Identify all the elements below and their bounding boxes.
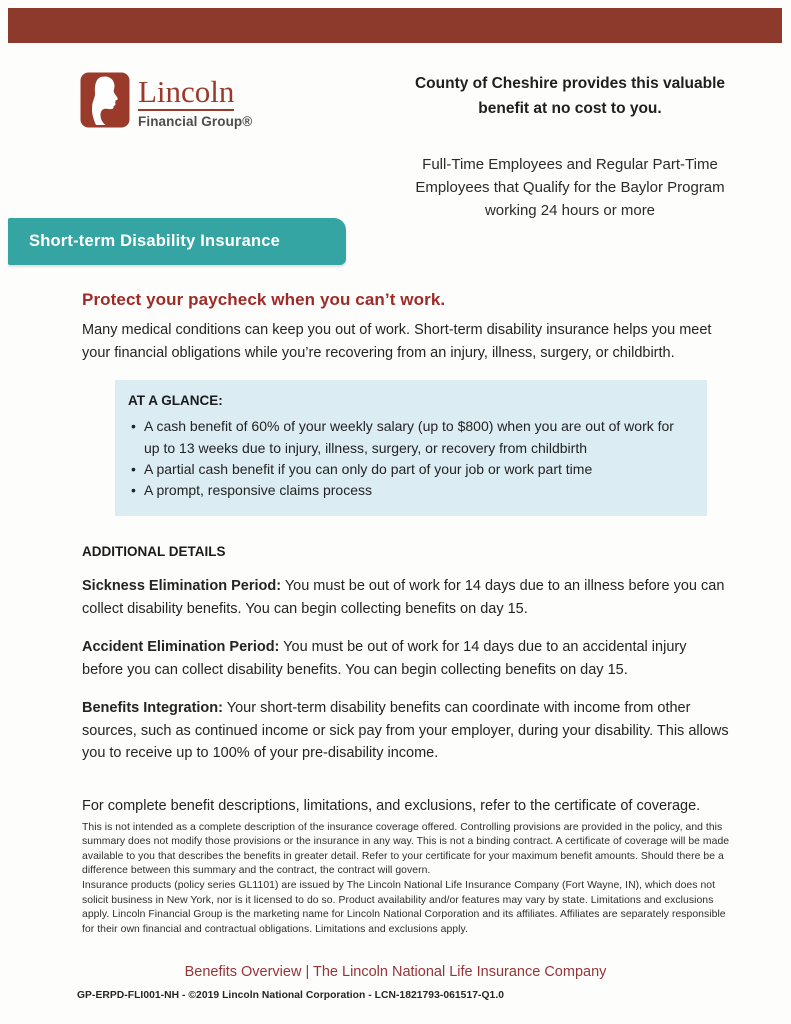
lincoln-profile-icon: [80, 72, 130, 128]
intro-paragraph: Many medical conditions can keep you out of work. Short-term disability insurance helps you meet your financial obligations while you’re recovering from an injury, illness, surgery, or childbirth.: [82, 322, 712, 362]
additional-details-title: ADDITIONAL DETAILS: [82, 544, 226, 560]
fine-print-paragraph: Insurance products (policy series GL1101) are issued by The Lincoln National Life Insurance Company (Fort Wayne, IN), which does not solicit business in New York, nor is it licensed to do so. Product availability and/or features may vary by state. Limitations and exclusions apply. Lincoln Financial Group is the marketing name for Lincoln National Corporation and its affiliates. Affiliates are separately responsible for their own financial and contractual obligations. Limitations and exclusions apply.: [82, 879, 726, 935]
list-item: • A cash benefit of 60% of your weekly salary (up to $800) when you are out of work for up to 13 weeks due to injury, illness, surgery, or recovery from childbirth: [131, 416, 689, 459]
section-headline: Protect your paycheck when you can’t work.: [82, 290, 446, 309]
detail-accident-elimination: [82, 636, 730, 681]
product-title-banner: [8, 218, 346, 265]
at-a-glance-title: AT A GLANCE:: [128, 393, 223, 409]
eligibility-subtitle: Full-Time Employees and Regular Part-Time Employees that Qualify for the Baylor Program working 24 hours or more: [415, 155, 725, 220]
logo-brand-text: Lincoln: [138, 74, 235, 109]
at-a-glance-list: [128, 416, 689, 501]
logo-wordmark: [138, 72, 252, 129]
product-title-label: Short-term Disability Insurance: [29, 232, 281, 250]
detail-sickness-elimination: [82, 575, 730, 620]
logo-subtitle-text: Financial Group®: [138, 114, 253, 129]
employer-benefit-title: County of Cheshire provides this valuable benefit at no cost to you.: [414, 75, 726, 117]
page-header: [80, 72, 751, 222]
top-accent-bar: [8, 8, 782, 43]
list-item: • A partial cash benefit if you can only do part of your job or work part time: [131, 459, 689, 480]
detail-benefits-integration: [82, 697, 730, 764]
detail-text: You must be out of work for 14 days due to an illness before you can collect disability benefits. You can begin collecting benefits on day 15.: [82, 578, 725, 617]
legal-fine-print: [82, 821, 730, 938]
footer-title: Benefits Overview | The Lincoln National Life Insurance Company: [184, 964, 607, 980]
detail-text: You must be out of work for 14 days due to an accidental injury before you can collect disability benefits. You can begin collecting benefits on day 15.: [82, 639, 687, 678]
document-body: [82, 290, 730, 937]
list-item: • A prompt, responsive claims process: [131, 480, 689, 501]
lincoln-financial-logo: [80, 72, 252, 129]
footer-form-code: GP-ERPD-FLI001-NH - ©2019 Lincoln National Corporation - LCN-1821793-061517-Q1.0: [77, 990, 505, 1001]
detail-text: Your short-term disability benefits can coordinate with income from other sources, such as continued income or sick pay from your employer, during your disability. This allows you to receive up to 100% of your pre-disability income.: [82, 700, 729, 762]
at-a-glance-box: [115, 380, 707, 516]
employer-benefit-note: [389, 72, 751, 222]
detail-label: Benefits Integration:: [82, 700, 223, 717]
coverage-note: For complete benefit descriptions, limitations, and exclusions, refer to the certificate of coverage.: [82, 797, 701, 814]
detail-label: Sickness Elimination Period:: [82, 578, 282, 595]
fine-print-paragraph: This is not intended as a complete description of the insurance coverage offered. Controlling provisions are provided in the policy, and this summary does not modify those provisions or the insurance in any way. This is not a binding contract. A certificate of coverage will be made available to you that describes the benefits in greater detail. Refer to your certificate for your maximum benefit amounts. Should there be a difference between this summary and the contract, the contract will govern.: [82, 821, 730, 877]
detail-label: Accident Elimination Period:: [82, 639, 280, 656]
